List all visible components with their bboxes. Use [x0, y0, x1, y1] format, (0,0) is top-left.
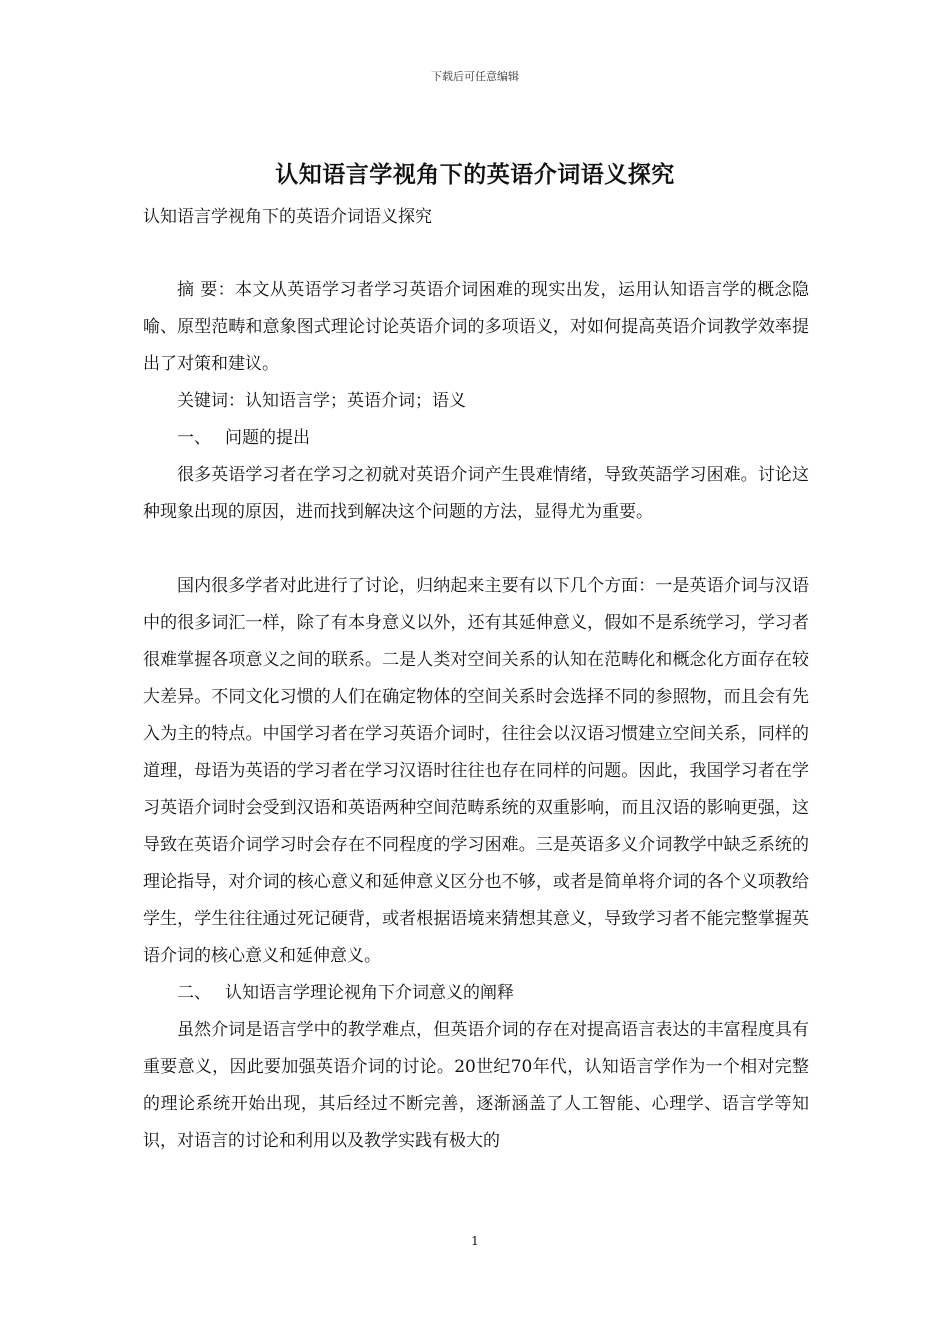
body-paragraph: 国内很多学者对此进行了讨论，归纳起来主要有以下几个方面：一是英语介词与汉语中的很多词汇一样，除了有本身意义以外，还有其延伸意义，假如不是系统学习，学习者很难掌握各项意义之间的联系。二是人类对空间关系的认知在范畴化和概念化方面存在较大差异。不同文化习惯的人们在确定物体的空间关系时会选择不同的参照物，而且会有先入为主的特点。中国学习者在学习英语介词时，往往会以汉语习惯建立空间关系，同样的道理，母语为英语的学习者在学习汉语时往往也存在同样的问题。因此，我国学习者在学习英语介词时会受到汉语和英语两种空间范畴系统的双重影响，而且汉语的影响更强，这导致在英语介词学习时会存在不同程度的学习困难。三是英语多义介词教学中缺乏系统的理论指导，对介词的核心意义和延伸意义区分也不够，或者是简单将介词的各个义项教给学生，学生往往通过死记硬背，或者根据语境来猜想其意义，导致学习者不能完整掌握英语介词的核心意义和延伸意义。 [143, 576, 809, 966]
section-title: 认知语言学理论视角下介词意义的阐释 [225, 983, 514, 1003]
page-number: 1 [471, 1234, 479, 1248]
header-note: 下载后可任意编辑 [431, 70, 519, 83]
body-paragraph: 很多英语学习者在学习之初就对英语介词产生畏难情绪，导致英語学习困难。讨论这种现象出现的原因，进而找到解决这个问题的方法，显得尤为重要。 [143, 465, 809, 522]
section-heading-2 [143, 975, 809, 1012]
keywords-paragraph: 关键词：认知语言学；英语介词；语义 [177, 391, 466, 411]
abstract-paragraph: 摘 要：本文从英语学习者学习英语介词困难的现实出发，运用认知语言学的概念隐喻、原型范畴和意象图式理论讨论英语介词的多项语义，对如何提高英语介词教学效率提出了对策和建议。 [143, 280, 809, 374]
section-number: 一、 [177, 428, 211, 448]
section-heading-1 [143, 420, 809, 457]
document-body [143, 272, 809, 1160]
section-number: 二、 [177, 983, 211, 1003]
body-paragraph: 虽然介词是语言学中的教学难点，但英语介词的存在对提高语言表达的丰富程度具有重要意义，因此要加强英语介词的讨论。20世纪70年代，认知语言学作为一个相对完整的理论系统开始出现，其后经过不断完善，逐渐涵盖了人工智能、心理学、语言学等知识，对语言的讨论和利用以及教学实践有极大的 [143, 1020, 809, 1151]
section-title: 问题的提出 [225, 428, 310, 448]
document-title: 认知语言学视角下的英语介词语义探究 [275, 162, 675, 188]
document-subtitle: 认知语言学视角下的英语介词语义探究 [143, 207, 432, 227]
